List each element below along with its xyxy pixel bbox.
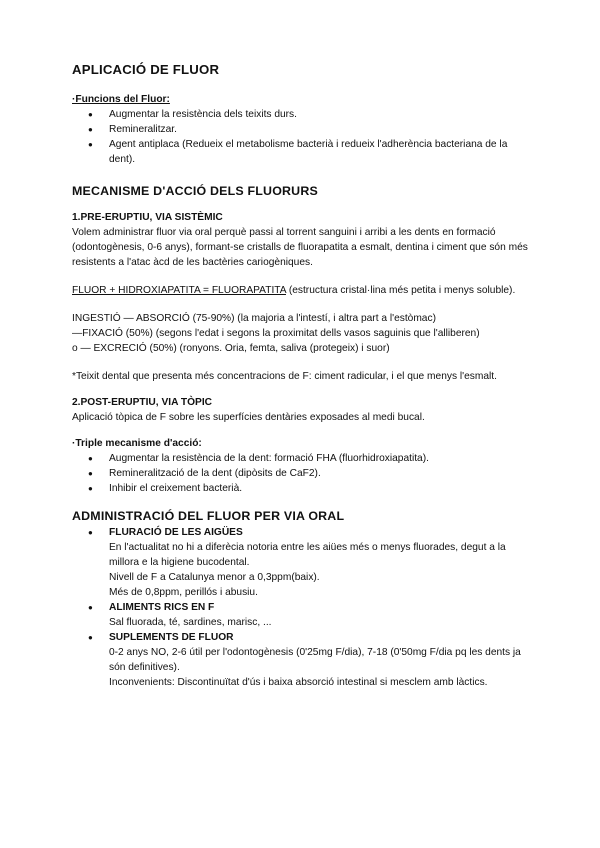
- oral-item-line: En l'actualitat no hi a diferècia notoria entre les aiües més o menys fluorades, degut a la millora e la higiene bucodental.: [109, 542, 506, 568]
- functions-heading: ·Funcions del Fluor:: [72, 94, 170, 105]
- formula: FLUOR + HIDROXIAPATITA = FLUORAPATITA: [72, 285, 286, 296]
- list-item: ● Inhibir el creixement bacterià.: [72, 481, 534, 496]
- oral-list: [72, 525, 534, 690]
- process-step: —FIXACIÓ (50%) (segons l'edat i segons la proximitat dells vasos saguinis que l'alliberen): [72, 328, 480, 339]
- document-page: [72, 62, 534, 690]
- list-item: ● Agent antiplaca (Redueix el metabolisme bacterià i redueix l'adherència bacteriana de la dent).: [72, 137, 534, 167]
- list-item: ● Augmentar la resistència dels teixits durs.: [72, 107, 534, 122]
- oral-item-title: ● ALIMENTS RICS EN F: [109, 602, 215, 613]
- post-eruptive-heading: 2.POST-ERUPTIU, VIA TÒPIC: [72, 397, 213, 408]
- note-text: *Teixit dental que presenta més concentracions de F: ciment radicular, i el que menys l'esmalt.: [72, 371, 497, 382]
- oral-heading: ADMINISTRACIÓ DEL FLUOR PER VIA ORAL: [72, 509, 345, 523]
- list-item: [72, 630, 534, 690]
- formula-note: (estructura cristal·lina més petita i menys soluble).: [285, 285, 516, 296]
- pre-eruptive-heading: 1.PRE-ERUPTIU, VIA SISTÈMIC: [72, 212, 223, 223]
- process-step: o — EXCRECIÓ (50%) (ronyons. Oria, femta, saliva (protegeix) i suor): [72, 343, 390, 354]
- list-item: ● Remineralitzar.: [72, 122, 534, 137]
- mechanism-heading: MECANISME D'ACCIÓ DELS FLUORURS: [72, 184, 318, 198]
- formula-paragraph: [72, 283, 534, 298]
- oral-item-line: Més de 0,8ppm, perillós i abusiu.: [109, 587, 258, 598]
- oral-item-line: Inconvenients: Discontinuïtat d'ús i baixa absorció intestinal si mesclem amb làctics.: [109, 677, 488, 688]
- oral-item-title: ● FLURACIÓ DE LES AIGÜES: [109, 527, 243, 538]
- page-title: APLICACIÓ DE FLUOR: [72, 62, 220, 77]
- functions-list: [72, 107, 534, 167]
- oral-item-title: ● SUPLEMENTS DE FLUOR: [109, 632, 234, 643]
- oral-item-line: 0-2 anys NO, 2-6 útil per l'odontogènesis (0'25mg F/dia), 7-18 (0'50mg F/dia pq les dents ja són definitives).: [109, 647, 521, 673]
- triple-mechanism-list: [72, 451, 534, 496]
- list-item: ● Remineralització de la dent (dipòsits de CaF2).: [72, 466, 534, 481]
- list-item: [72, 600, 534, 630]
- pre-eruptive-text: Volem administrar fluor via oral perquè passi al torrent sanguini i arribi a les dents en formació (odontogènesis, 0-6 anys), formant-se cristalls de fluorapatita a esmalt, dentina i ciment que són més resistents a l'atac àcd de les bactèries cariogèniques.: [72, 227, 528, 268]
- oral-item-line: Nivell de F a Catalunya menor a 0,3ppm(baix).: [109, 572, 320, 583]
- oral-item-line: Sal fluorada, té, sardines, marisc, ...: [109, 617, 272, 628]
- process-step: INGESTIÓ — ABSORCIÓ (75-90%) (la majoria a l'intestí, i altra part a l'estòmac): [72, 313, 436, 324]
- triple-mechanism-heading: ·Triple mecanisme d'acció:: [72, 438, 202, 449]
- post-eruptive-text: Aplicació tòpica de F sobre les superfícies dentàries exposades al medi bucal.: [72, 412, 425, 423]
- list-item: [72, 525, 534, 600]
- list-item: ● Augmentar la resistència de la dent: formació FHA (fluorhidroxiapatita).: [72, 451, 534, 466]
